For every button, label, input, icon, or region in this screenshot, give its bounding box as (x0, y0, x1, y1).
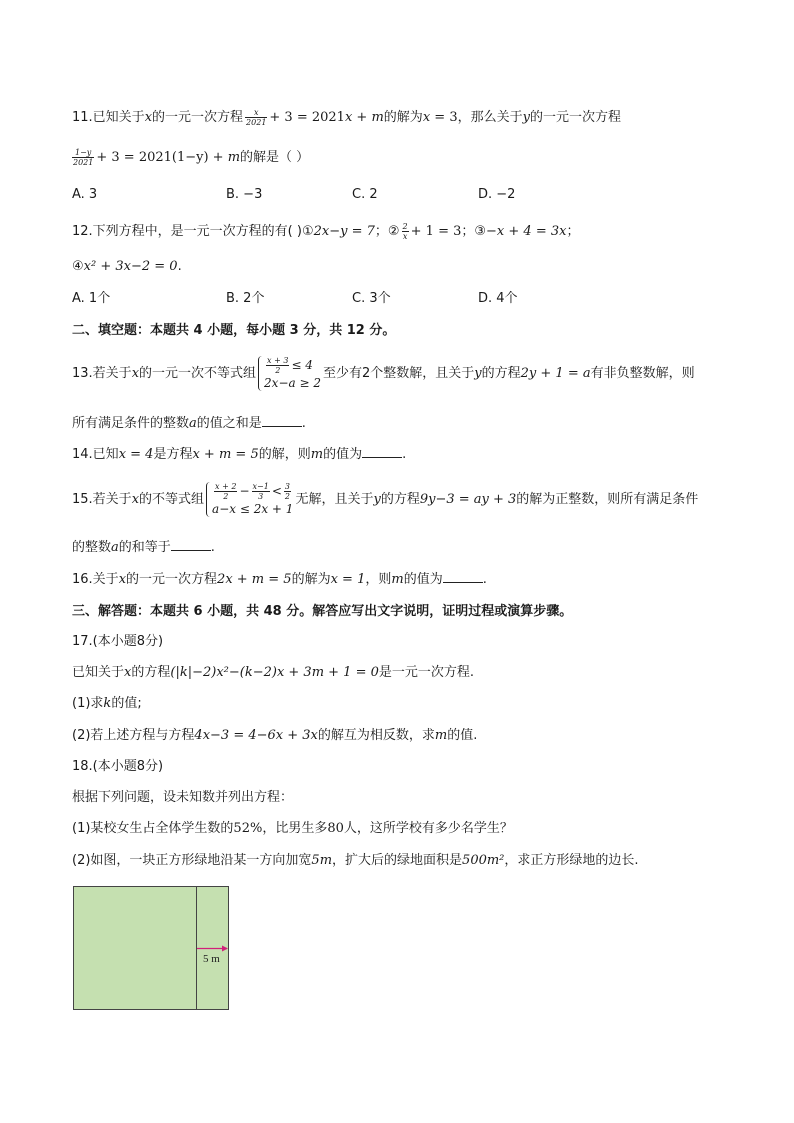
section-fill-in-heading: 二、填空题：本题共 4 小题，每小题 3 分，共 12 分。 (72, 323, 396, 338)
q12-option-a: A. 1个 (72, 291, 111, 306)
q11-option-d: D. −2 (478, 187, 516, 202)
q15-answer-blank[interactable] (171, 538, 211, 551)
q13-line1: 13.若关于x的一元一次不等式组 $\frac{x + 3}{2}$ ≤ 4 2x−a ≥ 2 至少有2个整数解，且关于y的方程2y + 1 = a有非负整数解，则 (72, 356, 695, 390)
q16-line: 16.关于x的一元一次方程2x + m = 5的解为x = 1，则m的值为 . (72, 572, 487, 587)
q12-fraction: $\frac{2}{x}$ (402, 222, 408, 241)
width-label: 5 m (203, 953, 220, 965)
q13-answer-blank[interactable] (262, 414, 302, 427)
q18-part1: (1)某校女生占全体学生数的52%，比男生多80人，这所学校有多少名学生？ (72, 821, 513, 836)
q12-option-b: B. 2个 (226, 291, 265, 306)
q18-part2: (2)如图，一块正方形绿地沿某一方向加宽5m，扩大后的绿地面积是500m²，求正方形绿地的边长. (72, 853, 639, 868)
q18-stem: 根据下列问题，设未知数并列出方程： (72, 790, 294, 805)
q12-option-d: D. 4个 (478, 291, 518, 306)
q11-line1: 11.已知关于x的一元一次方程 $\frac{x}{2021}$ + 3 = 2021x + m的解为x = 3，那么关于y的一元一次方程 (72, 108, 621, 127)
q12-option-c: C. 3个 (352, 291, 391, 306)
q14-line: 14.已知x = 4是方程x + m = 5的解，则m的值为 . (72, 447, 407, 462)
q17-stem: 已知关于x的方程(|k|−2)x²−(k−2)x + 3m + 1 = 0是一元一次方程. (72, 665, 475, 680)
q14-answer-blank[interactable] (362, 445, 402, 458)
q17-part2: (2)若上述方程与方程4x−3 = 4−6x + 3x的解互为相反数，求m的值. (72, 728, 478, 743)
q17-title: 17.(本小题8分) (72, 634, 164, 649)
q11-fraction2: $\frac{1-y}{2021}$ (73, 148, 94, 167)
q16-answer-blank[interactable] (443, 570, 483, 583)
q13-inequality-system: $\frac{x + 3}{2}$ ≤ 4 2x−a ≥ 2 (258, 356, 321, 391)
q11-option-c: C. 2 (352, 187, 378, 202)
q15-line1: 15.若关于x的不等式组 $\frac{x + 2}{2}$ − $\frac{x-1}{3}$ < $\frac{3}{2}$ a−x ≤ 2x + 1 无解，且关于y的方程9y−3 = ay + 3的解为正整数，则所有满足条件 (72, 482, 699, 516)
q12-line2: ④x² + 3x−2 = 0. (72, 259, 182, 274)
q13-line2: 所有满足条件的整数a的值之和是 . (72, 416, 306, 431)
q12-line1: 12.下列方程中，是一元一次方程的有( )①2x−y = 7；② $\frac{2}{x}$ + 1 = 3；③−x + 4 = 3x； (72, 222, 580, 241)
section-solve-heading: 三、解答题：本题共 6 小题，共 48 分。解答应写出文字说明，证明过程或演算步骤。 (72, 604, 573, 619)
q15-inequality-system: $\frac{x + 2}{2}$ − $\frac{x-1}{3}$ < $\frac{3}{2}$ a−x ≤ 2x + 1 (206, 482, 293, 517)
q15-line2: 的整数a的和等于 . (72, 540, 215, 555)
q11-line2: $\frac{1-y}{2021}$ + 3 = 2021(1−y) + m的解是（ ） (73, 148, 310, 167)
q11-option-b: B. −3 (226, 187, 263, 202)
q17-part1: (1)求k的值; (72, 696, 142, 711)
q11-option-a: A. 3 (72, 187, 98, 202)
q11-fraction: $\frac{x}{2021}$ (246, 108, 267, 127)
green-square-figure (73, 886, 229, 1010)
q18-title: 18.(本小题8分) (72, 759, 164, 774)
